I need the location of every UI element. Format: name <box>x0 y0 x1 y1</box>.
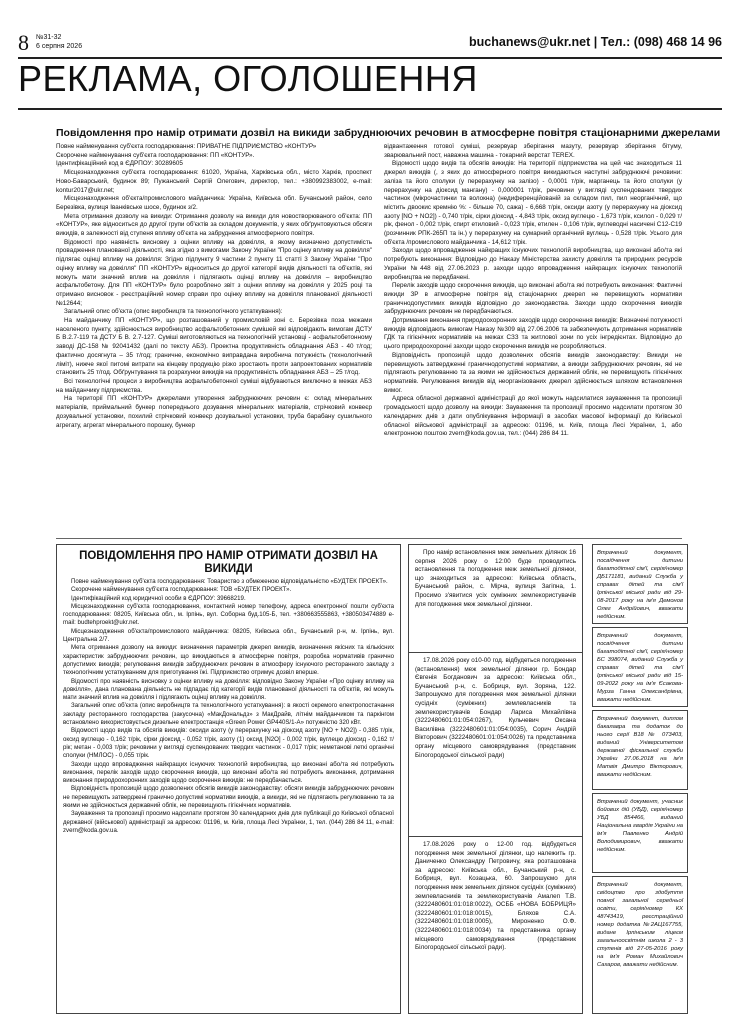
article2-para: Зауваження та пропозиції просимо надсилати протягом 30 календарних днів для публікації до Київської обласної державної (військової) адміністрації за адресою: 01196, м. Київ, площа Лесі Українки, 1, тел. (044) 286 84 11, e-mail: zvern@koda.gov.ua. <box>63 810 394 834</box>
lost-document-notice: Втрачений документ, посвідчення дитини багатодітної сім'ї, серія/номер ДБ171181, виданий Служба у справах дітей та сім'ї Ірпінської міської ради від 29-08-2017 року на ім'я Демонов Олег Андрійович, вважати недійсним. <box>592 544 688 624</box>
lost-documents <box>592 544 688 1014</box>
article2-para: Загальний опис об'єкта (опис виробництв та технологічного устаткування): в якості окремого електропостачання закладу ресторанного господарства (закусочна) «МакДональдз» з МакДрайв, літнім майданчиком та паркінгом встановлено використовується дизельне електростанція «Green Power GP440S/1-A» потужністю 320 кВт. <box>63 702 394 727</box>
contacts: buchanews@ukr.net | Тел.: (098) 468 14 96 <box>469 35 722 49</box>
lost-document-notice: Втрачений документ, учасник бойових дій (УБД), серія/номер УБД 854466, виданий Національна гвардія України на ім'я Павленко Андрій Володимирович, вважати недійсним. <box>592 793 688 873</box>
article1-para: Перелік заходів щодо скорочення викидів, що виконані або/та які потребують виконання: Фактичні викиди ЗР в атмосферне повітря від стаціонарних джерел не перевищують нормативи граничнодопустимих викидів відповідно до законодавства. Заходи щодо скорочення викидів забруднюючих речовин не передбачаються. <box>384 282 682 316</box>
article1-para: Ідентифікаційний код в ЄДРПОУ: 30289605 <box>56 160 183 168</box>
article2-para: Відповідність пропозицій щодо дозволених обсягів викидів законодавству: обсяги викидів забруднюючих речовин не перевищують затверджені гранично допустимі нормативи викидів, а викиди, які не підлягають регулюванню та за якими не здійснюється державний облік, не перевищують гігієнічних нормативів. <box>63 785 394 810</box>
article1-para: Відомості про наявність висновку з оцінки впливу на довкілля, в якому визначено допустимість провадження планованої діяльності, яка згідно з вимогами Закону України "Про оцінку впливу на довкілля" підлягає оцінці впливу на довкілля: Згідно підпункту 9 частини 2 пункту 11 статті 3 Закону України "Про оцінку впливу на довкілля" ПП «КОНТУР» відноситься до другої категорії видів діяльності та об'єктів, які можуть мати значний вплив на довкілля і підлягають оцінці впливу на довкілля – виробництво асфальтобетону. Для ПП «КОНТУР» було розроблено звіт з оцінки впливу на довкілля у 2025 році та отримано висновок - реєстраційний номер справи про оцінку впливу на довкілля планованої діяльності №12644; <box>56 238 372 307</box>
article2-para: Ідентифікаційний код юридичної особи в ЄДРПОУ: 39668219. <box>71 594 246 602</box>
issue-date: 6 серпня 2026 <box>36 43 83 50</box>
article2-para: Місцезнаходження суб'єкта господарювання, контактний номер телефону, адреса електронної пошти суб'єкта господарювання: 08205, Київська обл., м. Ірпінь, вул. Соборна буд.105-Б, тел. +380663555863, +380503474889 e-mail: budtehproekt@ukr.net. <box>63 602 394 627</box>
article2-box <box>56 544 401 1014</box>
article2-heading: ПОВІДОМЛЕННЯ ПРО НАМІР ОТРИМАТИ ДОЗВІЛ НА ВИКИДИ <box>79 550 378 575</box>
article2-para: Відомості про наявність висновку з оцінки впливу на довкілля: відповідно Закону України «Про оцінку впливу на довкілля», дана планована діяльність не підпадає під категорії видів планованої діяльності та об'єктів, які можуть мати значний вплив на довкілля і підлягають оцінці впливу на довкілля. <box>63 677 394 702</box>
section-divider <box>56 538 682 539</box>
article1-para: Повне найменування суб'єкта господарювання: ПРИВАТНЕ ПІДПРИЄМСТВО «КОНТУР» <box>56 143 317 150</box>
land-notices <box>408 544 583 1014</box>
section-title: РЕКЛАМА, ОГОЛОШЕННЯ <box>18 58 478 99</box>
page-header <box>18 30 722 54</box>
article2-para: Заходи щодо впровадження найкращих існуючих технологій виробництва, що виконані або/та які потребують виконання, перелік заходів щодо скорочення викидів, що виконані або/та які потребують виконання, дотримання виконання природоохоронних заходів щодо скорочення викидів: не передбачається. <box>63 760 394 785</box>
article2-para: Повне найменування суб'єкта господарювання: Товариство з обмеженою відповідальністю «БУДТЕК ПРОЕКТ». <box>71 578 388 585</box>
land-notice-text: 17.08.2026 року о10-00 год. відбудеться погодження (встановлення) меж земельної ділянки гр. Бондар Євгенія Богданович за адресою: Київська обл., Бучанський р-н, с. Бобриця, вул. Зорянa, 122. Запрошуємо для погодження меж земельної ділянки сусідніх (суміжних) землевласників та землекористувачів Бондар Лариса Михайлівна (3222480601:01:054:0267), Кульчевич Оксана Василівна (3222480601:01:054:0035), Сорич Андрій Вікторович (3222480601:01:054:0026) та представника органу місцевого самоврядування (представник Білогородської сільської ради) <box>415 657 576 759</box>
article1-para: Мета отримання дозволу на викиди: Отримання дозволу на викиди для новостворюваного об'єкта: ПП «КОНТУР», яке відноситься до другої групи об'єктів за складом документів, у яких обґрунтовуються обсяги викидів, в залежності від ступеня впливу об'єкта на забруднення атмосферного повітря. <box>56 212 372 238</box>
article1-para: Заходи щодо впровадження найкращих існуючих технологій виробництва, що виконані або/та які потребують виконання: Відповідно до Наказу Міністерства захисту довкілля та природних ресурсів України №448 від 27.06.2023 р. заходи щодо впровадження найкращих існуючих технологій виробництва не передбачені. <box>384 247 682 281</box>
article1-para: відвантаження готової суміші, резервуар зберігання мазуту, резервуар зберігання бітуму, зварювальний пост, наважна машина - токарний верстат TEREX. <box>384 143 682 159</box>
article1-para: Відповідність пропозицій щодо дозволених обсягів викидів законодавству: Викиди не перевищують затвердженні граничнодопустимі нормативи, а викиди забруднюючих речовин, які не підлягають регулюванню та за якими не здійснюється державний облік, не перевищують гігієнічних нормативів. Регулювання викидів від неорганізованих джерел здійснюється шляхом встановлення вимог. <box>384 351 682 394</box>
article1-para: Дотримання виконання природоохоронних заходів щодо скорочення викидів: Визначені потужності викидів відповідають вимогам Наказу №309 від 27.06.2006 та забезпечують дотримання нормативів ГДК та гігієнічних нормативів на межах СЗЗ та житлової зони по усіх інгредієнтах. Відповідно до цього природоохоронні заходи щодо скорочення викидів не розробляються. <box>384 317 682 351</box>
lost-document-notice: Втрачений документ, посвідчення дитини багатодітної сім'ї, серія/номер БС 398074, виданий Служба у справах дітей та сім'ї Ірпінської міської ради від 15-09-2022 року на ім'я Єсакова-Мурза Ганна Олександрівна, вважати недійсним. <box>592 627 688 707</box>
article1-column2 <box>384 143 682 535</box>
article1-para: Відомості щодо видів та обсягів викидів: На території підприємства на цей час знаходиться 11 джерел викидів (, з яких до атмосферного повітря викидаються наступні забруднюючі речовини: заліза та його сполуки (у перерахунку на залізо) - 0,0001 т/рік, марганець та його сполуки (у перерахунку на діоксид мангану) - 0,000001 т/рік, речовини у вигляді суспендованих твердих частинок (мікрочастинки та волокна) (недиференційованій за складом пил, пил неорганічний, що містить двоокис кремнію %: - більше 70, сажа) - 6,668 т/рік, оксиди азоту (у перерахунку на діоксид азоту [NO + NO2]) - 0,740 т/рік, сірки діоксид - 4,843 т/рік, оксид вуглецю - 1,673 т/рік, ксилол - 0,029 т/рік, фенол - 0,002 т/рік, спирт етиловий - 0,023 т/рік, етилен - 0,106 т/рік, вуглеводні насичені С12-С19 (розчинник РПК-265П та ін.) у перерахунку на сумарний органічний вуглець - 0,528 т/рік. Усього для об'єкта /промислового майданчика - 14,612 т/рік. <box>384 160 682 246</box>
article1-para: Загальний опис об'єкта (опис виробництв та технологічного устаткування): <box>64 308 283 316</box>
article1-para: Скорочене найменування суб'єкта господарювання: ПП «КОНТУР». <box>56 151 255 159</box>
article2-para: Відомості щодо видів та обсягів викидів: оксиди азоту (у перерахунку на діоксид азоту [NO + NO2]) - 0,385 т/рік, оксид вуглецю - 0,162 т/рік, сірки діоксид - 0,052 т/рік, азоту (1) оксид [N2O] - 0,002 т/рік, вуглецю діоксид - 0,162 т/рік; метан - 0,003 т/рік; речовини у вигляді суспендованих твердих частинок - 0,017 т/рік; неметанові леткі органічні сполуки (НМЛОС) - 0,055 т/рік. <box>63 727 394 760</box>
land-notice-text: Про намір встановлення меж земельних ділянок 16 серпня 2026 року о 12:00 буде проводитись встановлення та погодження меж земельної ділянки, що знаходиться за адресою: Київська область, Бучанський район, с. Мірча, вулиця Загіпна, 1. Просимо з'явитися усіх суміжних землекористувачів для погодження меж земельної ділянки. <box>415 549 576 608</box>
article1-para: Місцезнаходження суб'єкта господарювання: 61020, Україна, Харківська обл., місто Харків, проспект Ново-Баварський, будинок 89; Пужанський Сергій Олегович, директор, тел.: +380992383002, e-mail: kontur2017@ukr.net; <box>56 169 372 194</box>
lost-document-notice: Втрачений документ, свідоцтво про здобуття повної загальної середньої освіти, серія/номер КХ 48743419, реєстраційний номер додатка №2АЦ167755, видане Ірпінським ліцеєм загальноосвітнім школа 2 - 3 ступенів від 27-05-2016 року на ім'я Роман Михайлович Сахаров, вважати недійсним. <box>592 876 688 1014</box>
issue-number: №31-32 <box>36 34 62 41</box>
article1-column1 <box>56 143 372 535</box>
land-notice <box>409 653 582 837</box>
article1-para: На майданчику ПП «КОНТУР», що розташований у промисловій зоні с. Березівка поза межами населеного пункту, здійснюється виробництво асфальтобетонних сумішей які відповідають вимогам ДСТУ Б В.2.7-119 та ДСТУ Б В. 2.7-127. Суміші виготовляються на технологічній установці - асфальтобетонному заводі ДС-158 № 92041432 (далі по тексту АБЗ). Проектна продуктивність обладнання АБЗ - 40 т/год; фактично досягнута – 35 т/год; граничне, економічно виправдана виробнича потужність (технологічний ліміт), нижче якої питомі витрати на кінцеву продукцію різко зростають проти запроектованих нормативів становить 25 т/год. Обґрунтування та розрахунки викидів на продуктивність обладнання АБЗ – 25 т/год. <box>56 317 372 377</box>
article1-para: Місцезнаходження об'єкта/промислового майданчика: Україна, Київська обл. Бучанський район, село Березівка, вулиця Іванківське шосе, будинок з/2. <box>56 195 372 211</box>
issue-info <box>36 33 82 51</box>
article1-heading: Повідомлення про намір отримати дозвіл на викиди забруднюючих речовин в атмосферне повітря стаціонарними джерелами <box>56 127 721 139</box>
article1-para: Адреса обласної державної адміністрації до якої можуть надсилатися зауваження та пропозиції громадськості щодо дозволу на викиди: Зауваження та пропозиції просимо надсилати протягом 30 календарних днів з дати опублікування інформації в засобах масової інформації до Київської обласної військової адміністрації за адресою: 01196, м. Київ, площа Лесі Українки, 1, або електронною поштою zvern@koda.gov.ua, тел.: (044) 286 84 11. <box>384 395 682 438</box>
article2-body <box>63 578 394 835</box>
article1-para: Всі технологічні процеси з виробництва асфальтобетонної суміші відбуваються виключно в межах АБЗ на майданчику підприємства. <box>56 377 372 394</box>
land-notice-text: 17.08.2026 року о 12-00 год. відбудеться погодження меж земельної ділянки, що належить гр. Даниченко Олександру Петровичу, яка розташована за адресою: Київська обл., Бучанський р-н, с. Бобриця, вул. Козацька, 60. Запрошуємо для погодження меж земельних ділянок сусідніх (суміжних) землевласників та землекористувачів Амалеп Т.В. (3222480601:01:018:0022), ОСББ «НОВА БОБРИЦЯ» (3222480601:01:018:0015), Бляхов С.А. (3222480601:01:018:0005), Мироненко О.Ф. (3222480601:01:018:0034) та представника органу місцевого самоврядування (представник Білогородської сільської ради). <box>415 841 576 952</box>
article2-para: Місцезнаходження об'єкта/промислового майданчика: 08205, Київська обл., Бучанський р-н, м. Ірпінь, вул. Центральна 2/7. <box>63 627 394 644</box>
lost-document-notice: Втрачений документ, диплом бакалавра та додаток до нього серії В18 № 073403, виданий Університетом державної фіскальної служби України 27.06.2018 на ім'я Матвія Дмитро Вікторович, вважати недійсним. <box>592 710 688 790</box>
article1-para: На території ПП «КОНТУР» джерелами утворення забруднюючих речовин є: склад мінеральних матеріалів, приймальний бункер попереднього дозування мінеральних матеріалів, стрічковий конвеєр дозувальної установки, похилий стрічковий конвеєр дозувальної установки, труба барабану сушильного агрегату, агрегат мінерального порошку, бункер <box>56 395 372 429</box>
article2-para: Мета отримання дозволу на викиди: визначення параметрів джерел викидів, визначення якісних та кількісних характеристик забруднюючих речовин, що викидаються в атмосферне повітря, розробка нормативів гранично допустимих викидів; регулювання викидів забруднюючих речовин в атмосферу існуючого ресторанного закладу з технологічним устаткуванням для приготування їжі. Підприємство отримує дозвіл вперше. <box>63 644 394 677</box>
land-notice <box>409 545 582 653</box>
article2-para: Скорочене найменування суб'єкта господарювання: ТОВ «БУДТЕК ПРОЕКТ». <box>71 586 292 594</box>
page-number: 8 <box>18 30 29 55</box>
title-rule <box>18 108 722 110</box>
land-notice <box>409 837 582 1013</box>
